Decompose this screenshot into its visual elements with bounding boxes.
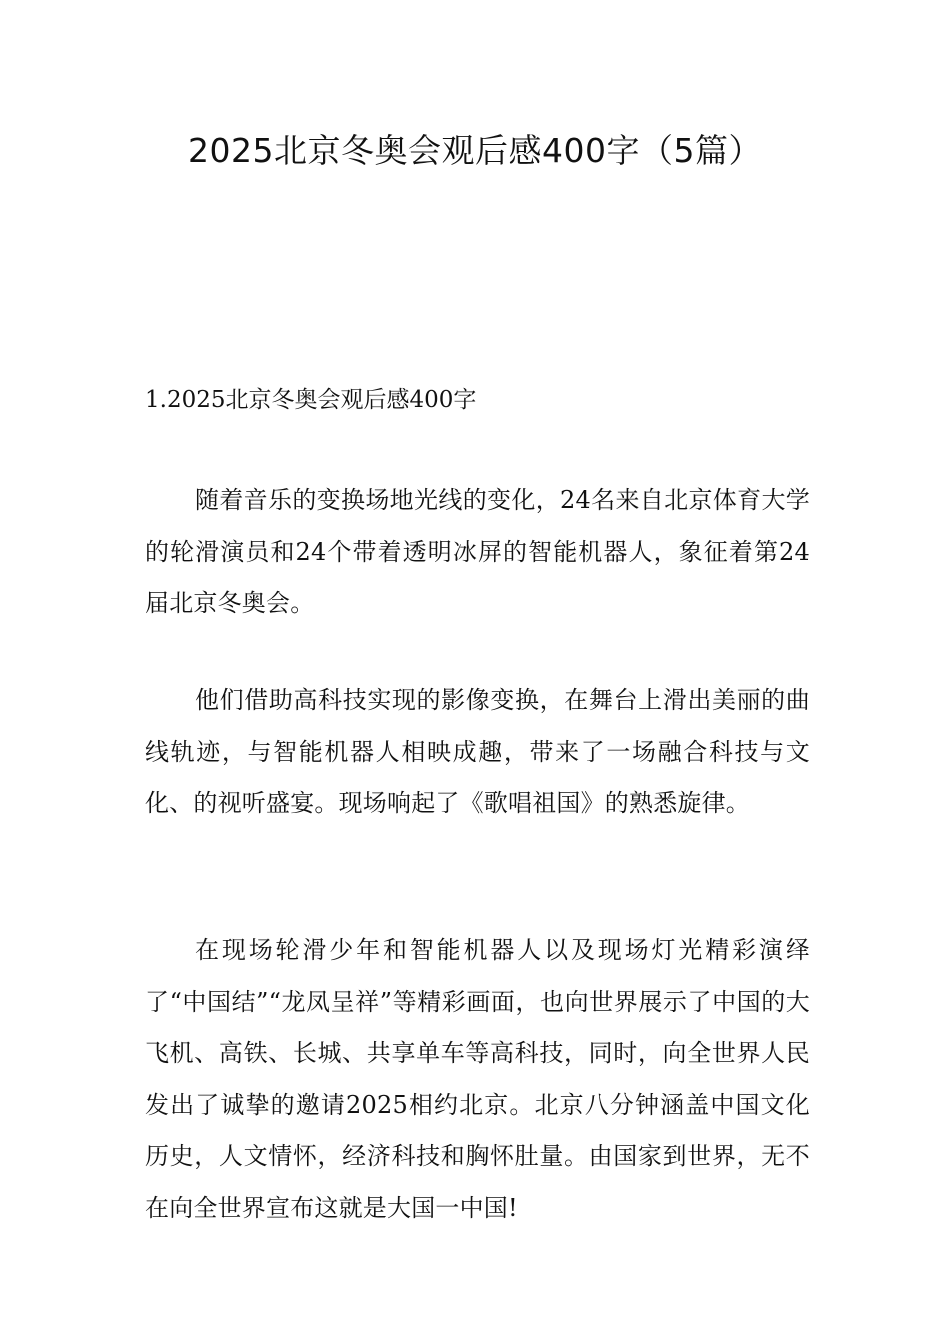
paragraph-3: 在现场轮滑少年和智能机器人以及现场灯光精彩演绎了“中国结”“龙凤呈祥”等精彩画面，也向世界展示了中国的大飞机、高铁、长城、共享单车等高科技，同时，向全世界人民发出了诚挚的邀请2025相约北京。北京八分钟涵盖中国文化历史，人文情怀，经济科技和胸怀肚量。由国家到世界，无不在向全世界宣布这就是大国一中国! [145,936,810,1222]
document-title: 2025北京冬奥会观后感400字（5篇） [188,131,762,170]
section-heading: 1.2025北京冬奥会观后感400字 [145,387,477,413]
paragraph-2: 他们借助高科技实现的影像变换，在舞台上滑出美丽的曲线轨迹，与智能机器人相映成趣，带来了一场融合科技与文化、的视听盛宴。现场响起了《歌唱祖国》的熟悉旋律。 [145,686,810,817]
paragraph-1: 随着音乐的变换场地光线的变化，24名来自北京体育大学的轮滑演员和24个带着透明冰屏的智能机器人，象征着第24届北京冬奥会。 [145,486,810,617]
